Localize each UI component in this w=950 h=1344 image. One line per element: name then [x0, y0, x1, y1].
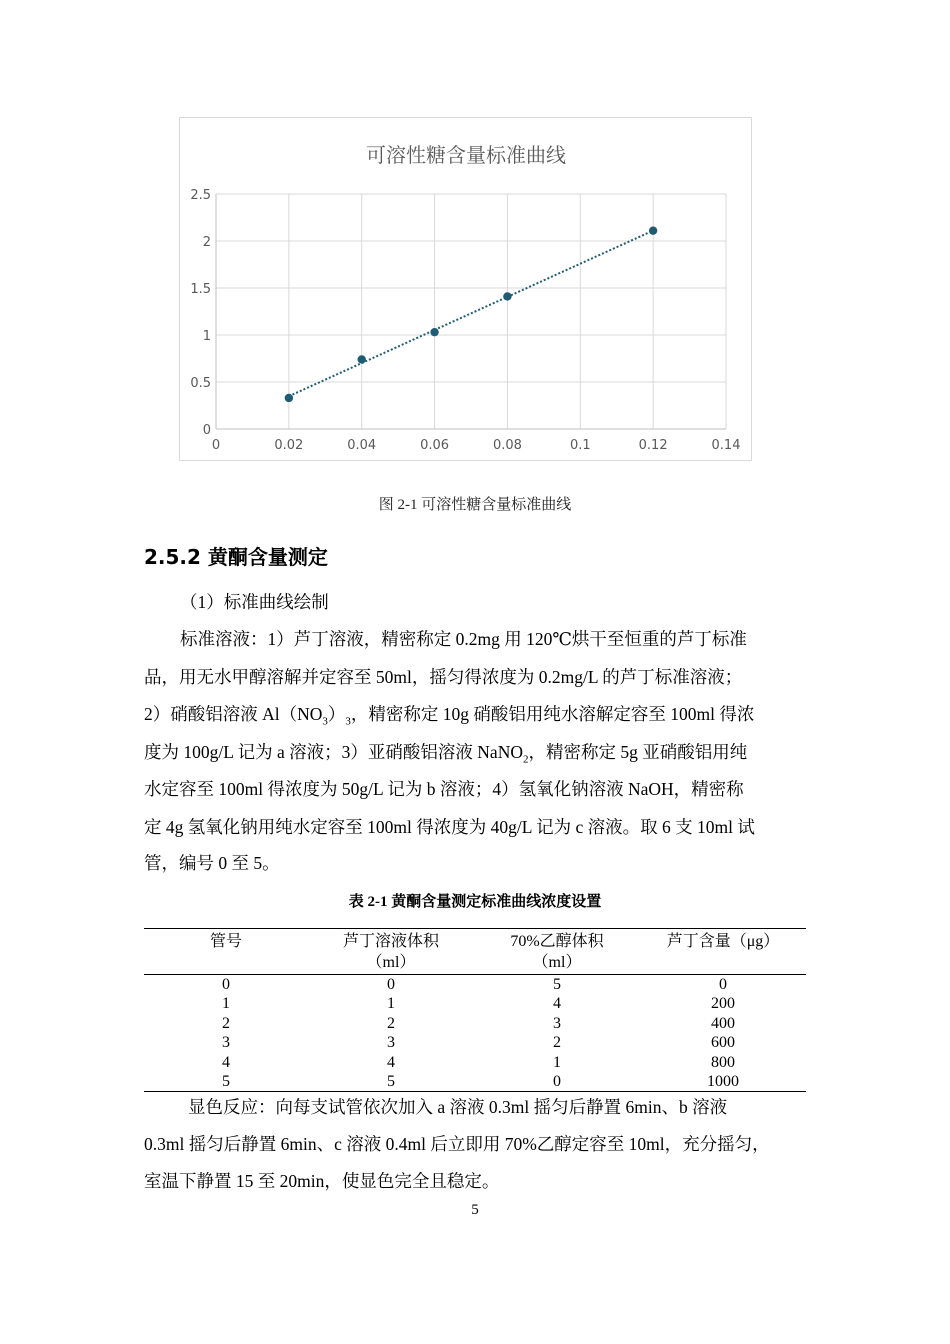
y-tick-label: 2: [202, 235, 211, 250]
table-cell: 0: [387, 976, 395, 993]
table-header-cell: 芦丁溶液体积 （ml）: [308, 929, 474, 975]
table-header-cell: 管号: [144, 929, 308, 975]
x-tick-label: 0: [211, 438, 221, 453]
page-number: 5: [471, 1202, 479, 1218]
text-span: ，精密称定 10g 硝酸铝用纯水溶解定容至 100ml 得浓: [350, 704, 755, 724]
paragraph-line: 0.3ml 摇匀后静置 6min、c 溶液 0.4ml 后立即用 70%乙醇定容至 10ml，充分摇匀，: [144, 1134, 770, 1154]
data-point: [649, 226, 657, 234]
figure-caption: 图 2-1 可溶性糖含量标准曲线: [378, 497, 572, 513]
table-cell: 4: [553, 995, 561, 1013]
paragraph-line: [144, 704, 754, 732]
y-tick-label: 1.5: [190, 282, 211, 297]
data-point: [430, 328, 438, 336]
table-row: [144, 994, 806, 1013]
table-cell: 1: [553, 1053, 561, 1071]
table-cell: 1000: [640, 1072, 806, 1092]
section-heading: 2.5.2 黄酮含量测定: [144, 545, 328, 569]
data-point: [358, 355, 366, 363]
table-cell: 4: [222, 1053, 230, 1071]
x-tick-label: 0.14: [711, 438, 741, 453]
table-cell: 2: [553, 1034, 561, 1052]
subscript: 3: [322, 715, 328, 728]
x-tick-label: 0.04: [347, 438, 377, 453]
text-span: ）: [327, 704, 346, 724]
x-tick-label: 0.06: [420, 438, 450, 453]
subscript: 3: [345, 715, 351, 728]
table-cell: 200: [711, 995, 735, 1013]
table-cell: 3: [222, 1034, 230, 1052]
table-row: [144, 1053, 806, 1072]
table-row: [144, 1072, 806, 1092]
table-row: [144, 1033, 806, 1052]
table-cell: 3: [553, 1014, 561, 1032]
table-cell: 3: [387, 1034, 395, 1052]
x-tick-label: 0.1: [569, 438, 591, 453]
text-span: ，精密称定 5g 亚硝酸铝用纯: [528, 742, 748, 762]
y-tick-label: 0.5: [190, 376, 211, 391]
table-row: [144, 975, 806, 995]
text-span: 2）硝酸铝溶液 Al（NO: [144, 704, 323, 724]
data-point: [503, 292, 511, 300]
subheading: （1）标准曲线绘制: [180, 592, 329, 612]
y-tick-label: 2.5: [190, 188, 211, 203]
table-cell: 1: [387, 995, 395, 1013]
paragraph-line: 室温下静置 15 至 20min，使显色完全且稳定。: [144, 1171, 500, 1191]
paragraph-line: 品，用无水甲醇溶解并定容至 50ml，摇匀得浓度为 0.2mg/L 的芦丁标准溶液；: [144, 667, 743, 687]
table-row: [144, 1014, 806, 1033]
chart-title: 可溶性糖含量标准曲线: [366, 143, 566, 167]
paragraph-line: 定 4g 氢氧化钠用纯水定容至 100ml 得浓度为 40g/L 记为 c 溶液。取 6 支 10ml 试: [144, 817, 755, 837]
concentration-table: [144, 928, 806, 1092]
chart-svg: [180, 118, 751, 460]
standard-curve-chart: [179, 117, 752, 461]
x-tick-label: 0.12: [638, 438, 668, 453]
paragraph-line: 水定容至 100ml 得浓度为 50g/L 记为 b 溶液；4）氢氧化钠溶液 NaOH，精密称: [144, 779, 744, 799]
table-cell: 0: [222, 976, 230, 993]
text-span: 度为 100g/L 记为 a 溶液；3）亚硝酸铝溶液 NaNO: [144, 742, 523, 762]
paragraph-line: [144, 742, 747, 770]
table-header-cell: 芦丁含量（μg）: [640, 929, 806, 975]
table-cell: 5: [144, 1072, 308, 1092]
paragraph-line: 管，编号 0 至 5。: [144, 853, 280, 873]
table-cell: 1: [222, 995, 230, 1013]
table-cell: 800: [711, 1053, 735, 1071]
table-cell: 400: [711, 1014, 735, 1032]
table-cell: 600: [711, 1034, 735, 1052]
x-tick-label: 0.02: [274, 438, 304, 453]
table-cell: 0: [719, 976, 727, 993]
table-title: 表 2-1 黄酮含量测定标准曲线浓度设置: [348, 894, 602, 910]
y-tick-label: 0: [202, 423, 211, 438]
subscript: 2: [522, 753, 529, 766]
x-tick-label: 0.08: [492, 438, 522, 453]
paragraph-line: 显色反应：向每支试管依次加入 a 溶液 0.3ml 摇匀后静置 6min、b 溶液: [188, 1097, 728, 1117]
trendline: [289, 231, 653, 397]
table-header-cell: 70%乙醇体积 （ml）: [474, 929, 640, 975]
table-cell: 2: [387, 1014, 395, 1032]
table-cell: 2: [222, 1014, 230, 1032]
paragraph-line: 标准溶液：1）芦丁溶液，精密称定 0.2mg 用 120℃烘干至恒重的芦丁标准: [180, 629, 747, 649]
table-cell: 5: [553, 976, 561, 993]
table-cell: 5: [308, 1072, 474, 1092]
table-header-row: [144, 929, 806, 975]
table-cell: 0: [474, 1072, 640, 1092]
y-tick-label: 1: [202, 329, 211, 344]
table-cell: 4: [387, 1053, 395, 1071]
data-point: [285, 394, 293, 402]
